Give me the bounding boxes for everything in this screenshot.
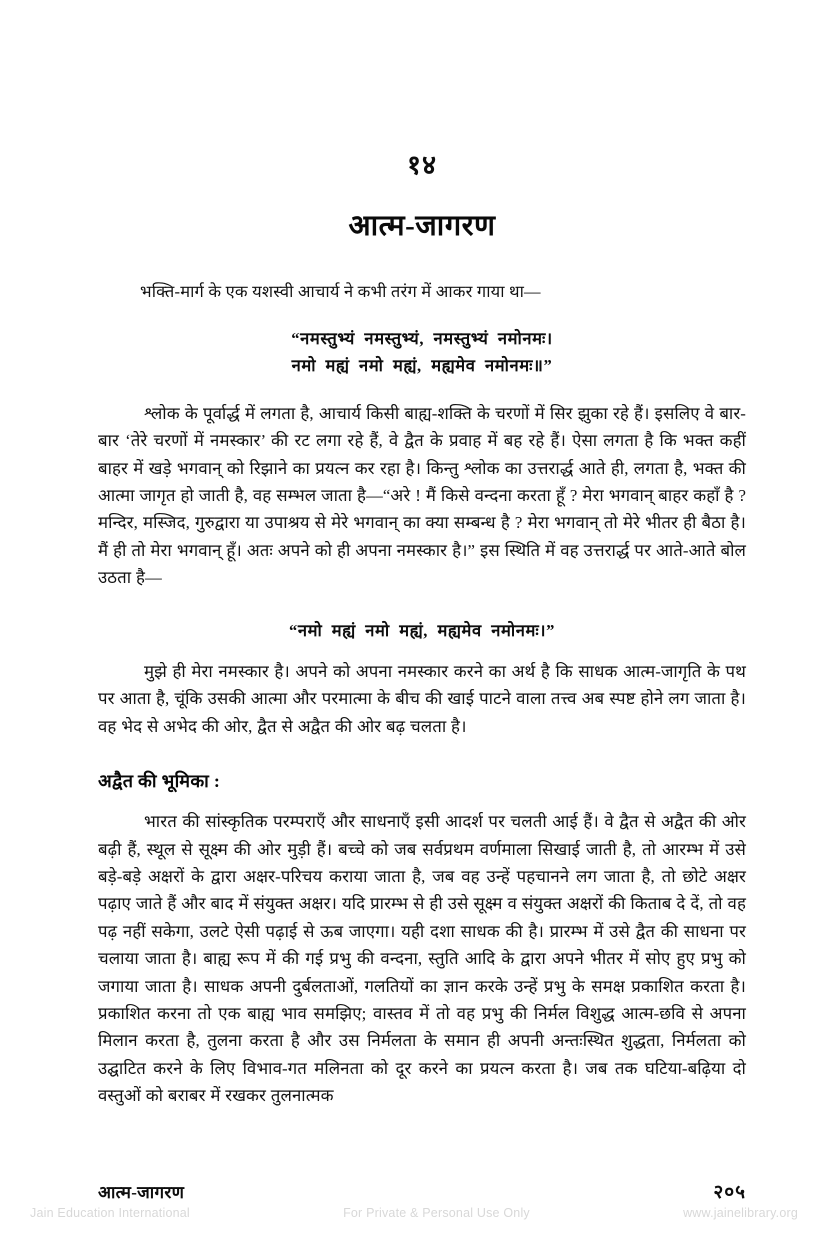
chapter-number: १४ [406,150,438,180]
verse-opening-line-2: नमो मह्यं नमो मह्यं, मह्यमेव नमोनमः॥” [291,356,553,376]
page-content-column [98,0,746,1126]
verse-opening-line-1: “नमस्तुभ्यं नमस्तुभ्यं, नमस्तुभ्यं नमोनमः। [291,329,553,349]
section-heading: अद्वैत की भूमिका : [98,771,221,792]
watermark-usage-notice: For Private & Personal Use Only [343,1206,530,1220]
watermark-website: www.jainelibrary.org [683,1206,798,1220]
intro-line: भक्ति-मार्ग के एक यशस्वी आचार्य ने कभी तरंग में आकर गाया था— [140,281,541,301]
verse-opening [98,326,746,379]
watermark-organization: Jain Education International [30,1206,190,1220]
scan-watermark-strip [30,1206,798,1220]
chapter-title: आत्म-जागरण [348,210,496,242]
body-paragraph-1: श्लोक के पूर्वार्द्ध में लगता है, आचार्य किसी बाह्य-शक्ति के चरणों में सिर झुका रहे हैं। इसलिए वे बार-बार ‘तेरे चरणों में नमस्कार’ की रट लगा रहे हैं, वे द्वैत के प्रवाह में बह रहे हैं। ऐसा लगता है कि भक्त कहीं बाहर में खड़े भगवान् को रिझाने का प्रयत्न कर रहा है। किन्तु श्लोक का उत्तरार्द्ध आते ही, लगता है, भक्त की आत्मा जागृत हो जाती है, वह सम्भल जाता है—“अरे ! मैं किसे वन्दना करता हूँ ? मेरा भगवान् बाहर कहाँ है ? मन्दिर, मस्जिद, गुरुद्वारा या उपाश्रय से मेरे भगवान् का क्या सम्बन्ध है ? मेरा भगवान् तो मेरे भीतर ही बैठा है। मैं ही तो मेरा भगवान् हूँ। अतः अपने को ही अपना नमस्कार है।” इस स्थिति में वह उत्तरार्द्ध पर आते-आते बोल उठता है— [98,403,746,588]
body-paragraph-2: मुझे ही मेरा नमस्कार है। अपने को अपना नमस्कार करने का अर्थ है कि साधक आत्म-जागृति के पथ पर आता है, चूंकि उसकी आत्मा और परमात्मा के बीच की खाई पाटने वाला तत्त्व अब स्पष्ट होने लग जाता है। वह भेद से अभेद की ओर, द्वैत से अद्वैत की ओर बढ़ चलता है। [98,661,746,736]
verse-closing: “नमो मह्यं नमो मह्यं, मह्यमेव नमोनमः।” [289,620,555,640]
page-number: २०५ [713,1182,746,1203]
footer-running-head: आत्म-जागरण [98,1183,185,1202]
body-paragraph-3: भारत की सांस्कृतिक परम्पराएँ और साधनाएँ इसी आदर्श पर चलती आई हैं। वे द्वैत से अद्वैत की ओर बढ़ी हैं, स्थूल से सूक्ष्म की ओर मुड़ी हैं। बच्चे को जब सर्वप्रथम वर्णमाला सिखाई जाती है, तो आरम्भ में उसे बड़े-बड़े अक्षरों के द्वारा अक्षर-परिचय कराया जाता है, जब वह उन्हें पहचानने लग जाता है, तो छोटे अक्षर पढ़ाए जाते हैं और बाद में संयुक्त अक्षर। यदि प्रारम्भ से ही उसे सूक्ष्म व संयुक्त अक्षरों की किताब दे दें, तो वह पढ़ नहीं सकेगा, उलटे ऐसी पढ़ाई से ऊब जाएगा। यही दशा साधक की है। प्रारम्भ में उसे द्वैत की साधना पर चलाया जाता है। बाह्य रूप में की गई प्रभु की वन्दना, स्तुति आदि के द्वारा अपने भीतर में सोए हुए प्रभु को जगाया जाता है। साधक अपनी दुर्बलताओं, गलतियों का ज्ञान करके उन्हें प्रभु के समक्ष प्रकाशित करता है। प्रकाशित करना तो एक बाह्य भाव समझिए; वास्तव में तो वह प्रभु की निर्मल विशुद्ध आत्म-छवि से अपना मिलान करता है, तुलना करता है और उस निर्मलता के समान ही अपनी अन्तःस्थित शुद्धता, निर्मलता को उद्घाटित करने के लिए विभाव-गत मलिनता को दूर करने का प्रयत्न करता है। जब तक घटिया-बढ़िया दो वस्तुओं को बराबर में रखकर तुलनात्मक [98,812,747,1106]
page-footer [98,1178,746,1204]
